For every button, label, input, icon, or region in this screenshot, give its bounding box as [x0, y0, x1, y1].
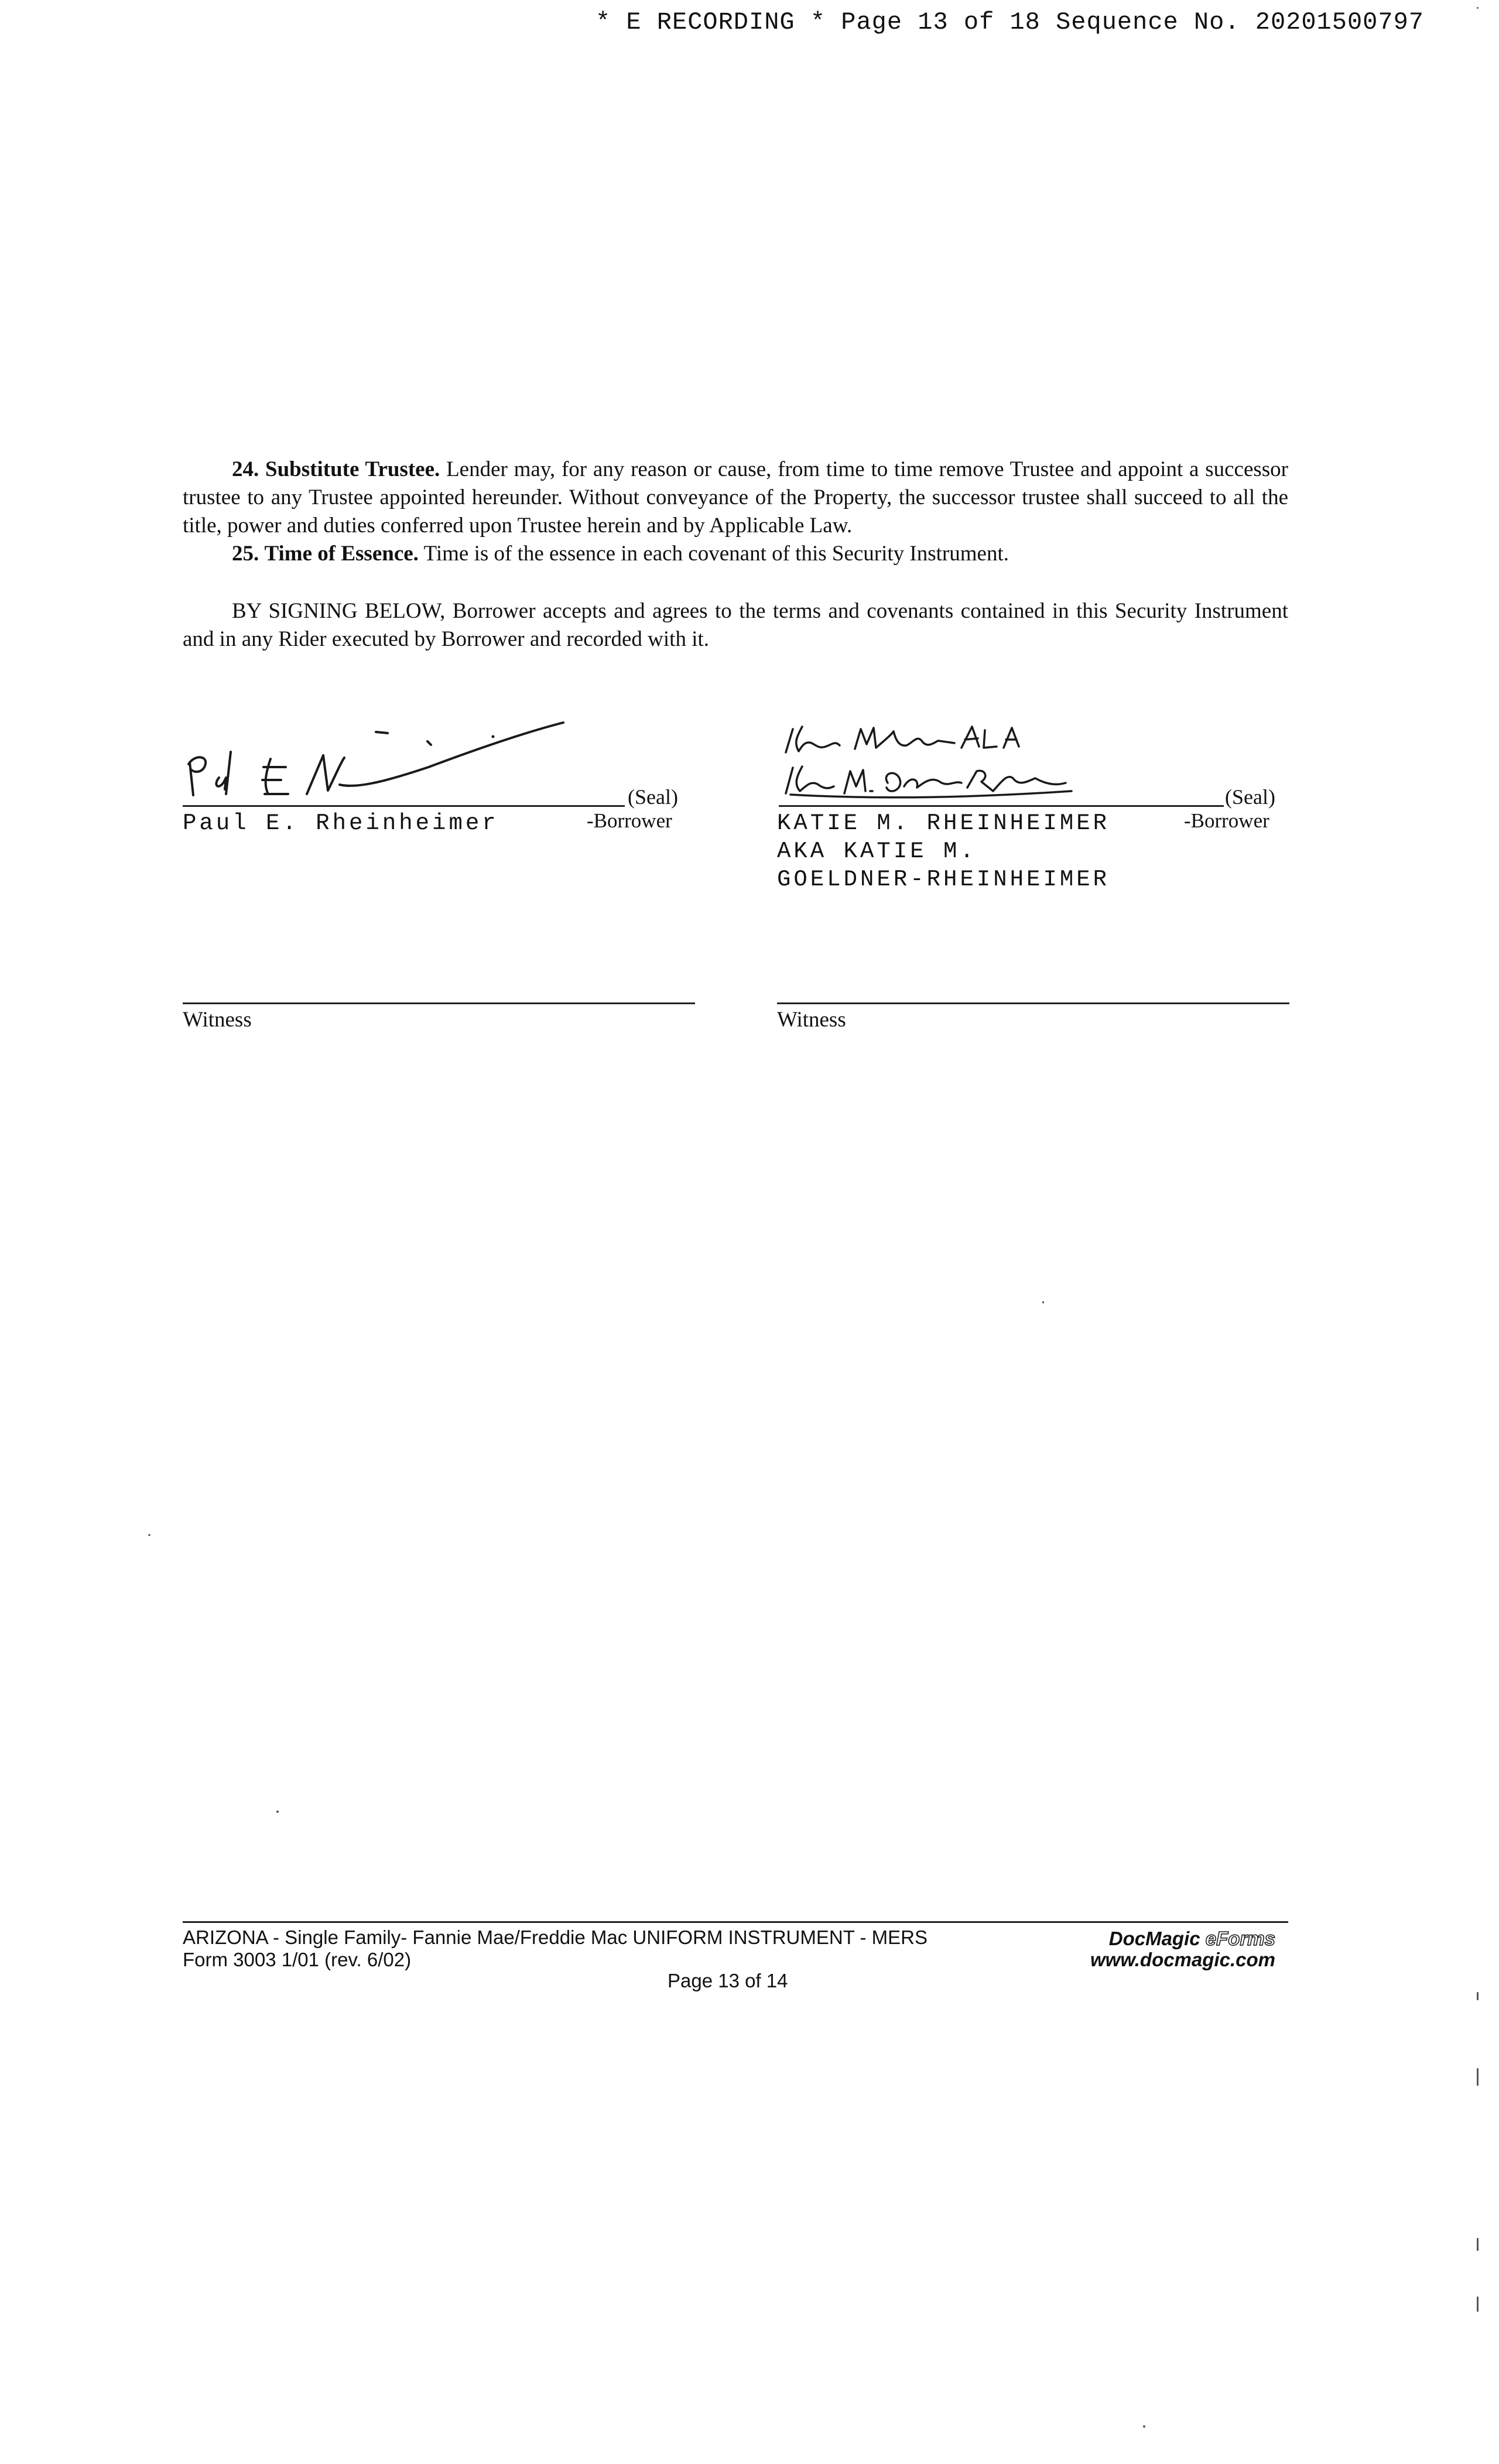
docmagic-url: www.docmagic.com	[1090, 1949, 1275, 1970]
witness-1-label: Witness	[183, 1008, 252, 1032]
clause-24-text: Lender may, for any reason or cause, from time to time remove Trustee and appoint a successor trustee to any Trustee appointed hereunder. Without conveyance of the Property, the successor trustee shall succeed to all the title, power and duties conferred upon Trustee herein and by Applicable Law.	[183, 457, 1288, 538]
clause-24-number: 24.	[232, 457, 259, 481]
docmagic-brand-name: DocMagic	[1108, 1928, 1200, 1949]
footer-page-number: Page 13 of 14	[668, 1970, 788, 1991]
docmagic-eforms-mark: eForms	[1205, 1928, 1275, 1949]
borrower-2-name-line-1: KATIE M. RHEINHEIMER	[777, 810, 1110, 836]
clause-25-title: Time of Essence.	[264, 542, 419, 566]
scan-speck	[1477, 2068, 1479, 2086]
borrower-2-seal: (Seal)	[1225, 785, 1275, 809]
scan-speck	[1477, 7, 1479, 9]
borrower-2-signature-line	[779, 805, 1224, 807]
clause-25-number: 25.	[232, 542, 259, 566]
scan-speck	[1477, 2238, 1479, 2251]
clause-24-title: Substitute Trustee.	[265, 457, 440, 481]
witness-2-label: Witness	[777, 1008, 846, 1032]
borrower-2-name-line-2: AKA KATIE M.	[777, 839, 977, 864]
docmagic-logo	[1109, 1928, 1275, 1950]
witness-2-line	[777, 1002, 1289, 1004]
clause-24	[183, 456, 1288, 540]
borrower-2-name-line-3: GOELDNER-RHEINHEIMER	[777, 867, 1110, 892]
borrower-2-printed-name	[777, 809, 1110, 894]
scan-speck	[276, 1811, 279, 1813]
borrower-1-signature	[183, 709, 604, 802]
borrower-1-printed-name: Paul E. Rheinheimer	[183, 810, 499, 836]
footer-form-number: Form 3003 1/01 (rev. 6/02)	[183, 1949, 412, 1970]
borrower-2-role: -Borrower	[1184, 809, 1269, 832]
clause-25	[183, 540, 1288, 568]
acceptance-paragraph: BY SIGNING BELOW, Borrower accepts and agrees to the terms and covenants contained in this Security Instrument and in any Rider executed by Borrower and recorded with it.	[183, 599, 1288, 651]
clause-section	[183, 456, 1288, 568]
scan-speck	[1042, 1301, 1044, 1303]
borrower-1-seal: (Seal)	[628, 785, 678, 809]
scan-speck	[1143, 2425, 1145, 2428]
borrower-1-role: -Borrower	[587, 809, 672, 832]
recording-stamp: * E RECORDING * Page 13 of 18 Sequence No. 20201500797	[595, 8, 1424, 36]
footer-form-title: ARIZONA - Single Family- Fannie Mae/Freddie Mac UNIFORM INSTRUMENT - MERS	[183, 1926, 928, 1948]
scan-speck	[148, 1534, 150, 1536]
scan-speck	[1477, 1992, 1479, 2000]
scan-speck	[1477, 2297, 1479, 2312]
borrower-1-signature-line	[183, 805, 625, 807]
witness-1-line	[183, 1002, 695, 1004]
footer-rule	[183, 1921, 1288, 1923]
clause-25-text: Time is of the essence in each covenant of this Security Instrument.	[423, 542, 1009, 566]
borrower-2-signature	[779, 717, 1165, 805]
